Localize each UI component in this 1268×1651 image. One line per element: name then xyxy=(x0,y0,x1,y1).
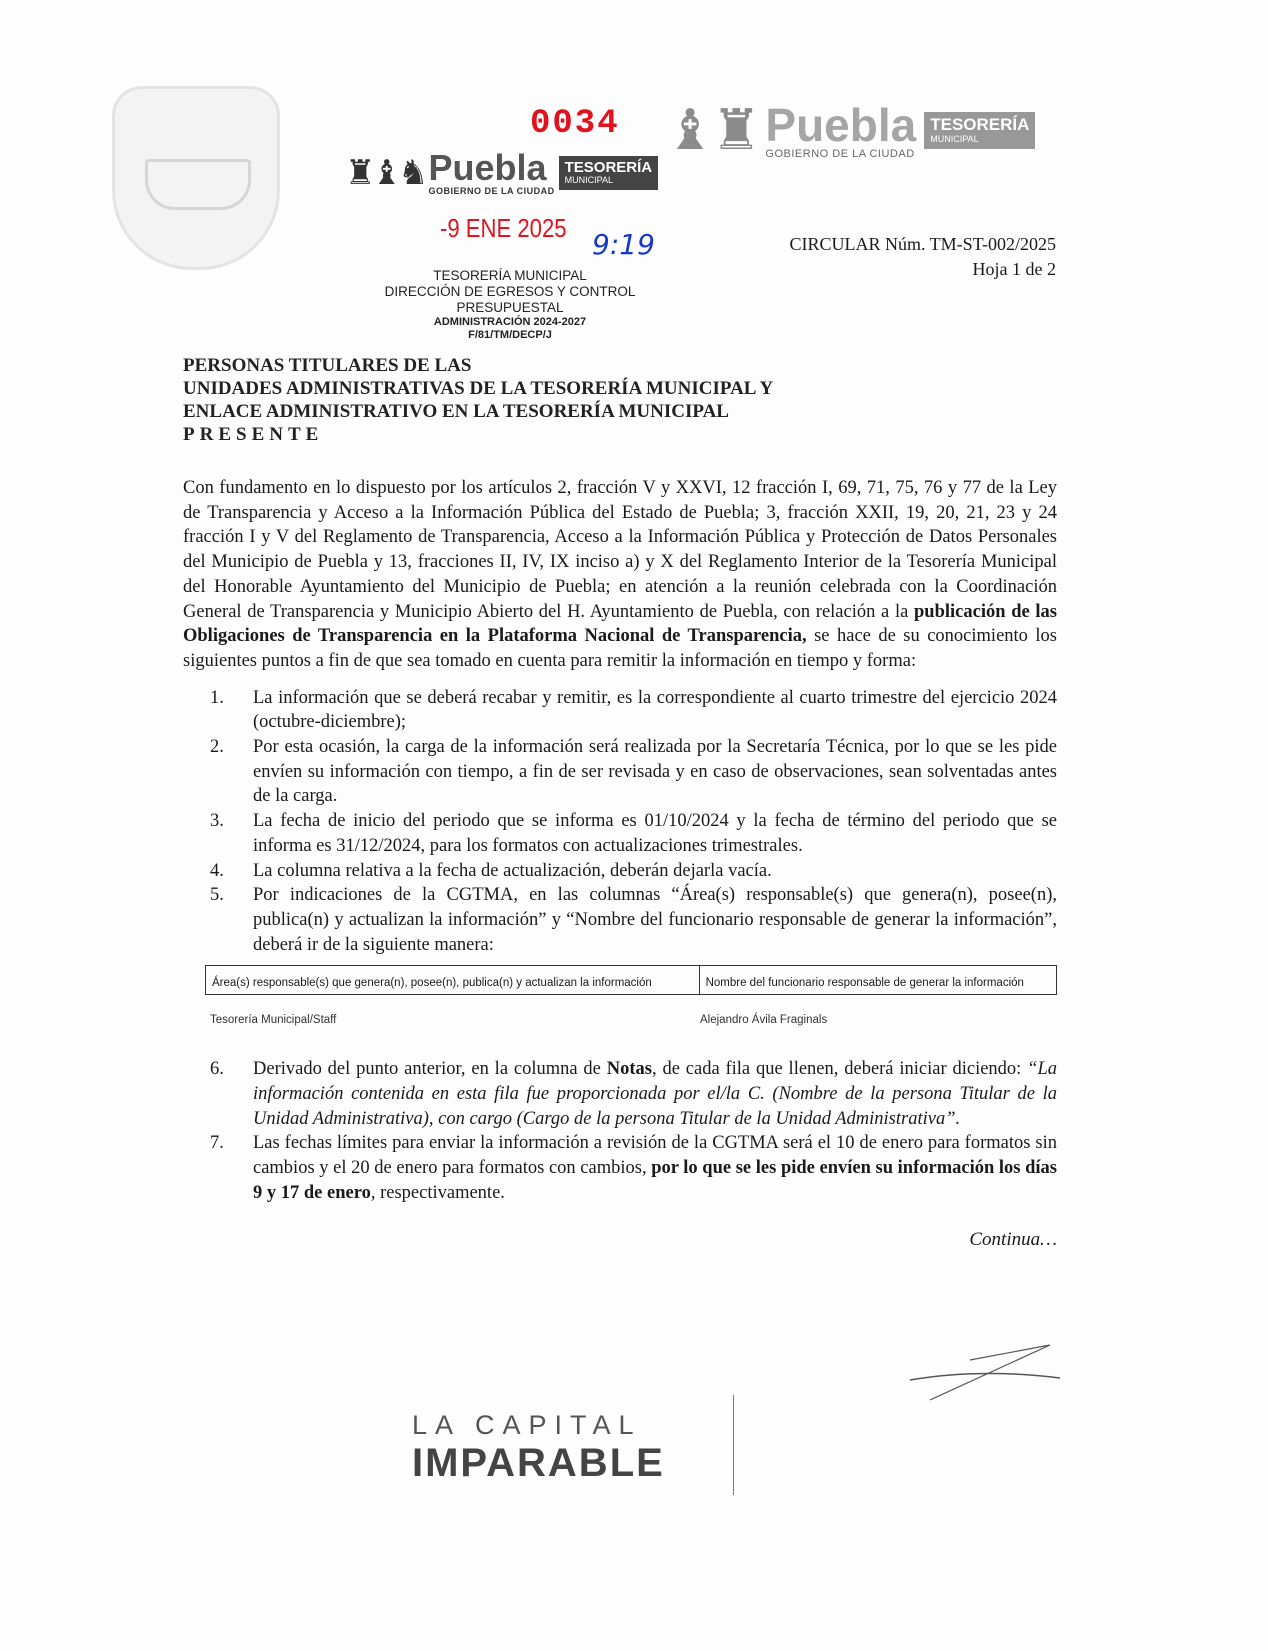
puebla-logo-small xyxy=(345,147,658,196)
puebla-emblem-icon: ♜♝♞ xyxy=(345,155,425,192)
logo-brand: Puebla xyxy=(428,147,547,188)
puebla-emblem-icon: ♝♜ xyxy=(665,100,758,162)
document-body xyxy=(183,476,1057,1252)
list-item xyxy=(210,809,1057,858)
department-line: DIRECCIÓN DE EGRESOS Y CONTROL xyxy=(384,284,636,299)
points-list xyxy=(183,686,1057,958)
item-text: Por esta ocasión, la carga de la información será realizada por la Secretaría Técnica, por lo que se les pide envíen su información con tiempo, a fin de ser revisada y en caso de observaciones, sean solventadas antes de la carga. xyxy=(253,737,1057,807)
department-line: TESORERÍA MUNICIPAL xyxy=(433,268,587,283)
signature xyxy=(900,1340,1070,1410)
list-item xyxy=(210,1057,1057,1131)
intro-end: se hace de su conocimiento los siguientes puntos a fin de que sea tomado en cuenta para remitir la información en tiempo y forma: xyxy=(183,626,1057,671)
item-number: 2. xyxy=(210,737,224,758)
logo-tag: TESORERÍA xyxy=(930,115,1030,135)
logo-brand: Puebla xyxy=(765,98,917,151)
folio-number: 0034 xyxy=(530,105,620,143)
logo-subtitle: GOBIERNO DE LA CIUDAD xyxy=(428,186,555,196)
logo-tag: TESORERÍA xyxy=(564,158,653,176)
item-text: La columna relativa a la fecha de actualización, deberán dejarla vacía. xyxy=(253,860,772,881)
list-item xyxy=(210,883,1057,957)
item-text xyxy=(253,1057,1057,1131)
administration: ADMINISTRACIÓN 2024-2027 xyxy=(433,316,587,328)
addressee-presente: PRESENTE xyxy=(183,424,324,445)
item-text: La información que se deberá recabar y remitir, es la correspondiente al cuarto trimestre del ejercicio 2024 (octubre-diciembre); xyxy=(253,687,1057,733)
addressee-line: PERSONAS TITULARES DE LAS xyxy=(183,355,472,376)
item-number: 1. xyxy=(210,687,224,708)
table-header: Nombre del funcionario responsable de generar la información xyxy=(699,966,1056,995)
text: Derivado del punto anterior, en la columna de xyxy=(253,1059,607,1080)
item-number: 7. xyxy=(210,1133,224,1154)
bold-text: por lo que se les pide envíen su información los días 9 y 17 de enero xyxy=(253,1158,1057,1203)
item-number: 3. xyxy=(210,811,224,832)
addressee-line: ENLACE ADMINISTRATIVO EN LA TESORERÍA MUNICIPAL xyxy=(183,401,729,422)
points-list-continued xyxy=(183,1057,1057,1205)
item-text: La fecha de inicio del periodo que se informa es 01/10/2024 y la fecha de término del periodo que se informa es 31/12/2024, para los formatos con actualizaciones trimestrales. xyxy=(253,811,1057,856)
addressee xyxy=(183,354,773,446)
page-number: Hoja 1 de 2 xyxy=(972,259,1056,279)
table-values xyxy=(210,1013,1057,1029)
list-item xyxy=(210,735,1057,809)
slogan-line1: LA CAPITAL xyxy=(412,1410,642,1440)
table-cell: Tesorería Municipal/Staff xyxy=(210,1014,337,1027)
bold-text: Notas xyxy=(606,1059,652,1080)
continued-note: Continua… xyxy=(969,1228,1057,1250)
intro-bold: publicación de las Obligaciones de Transparencia en la Plataforma Nacional de Transparencia, xyxy=(183,601,1057,647)
table-cell: Alejandro Ávila Fraginals xyxy=(700,1014,828,1027)
circular-info xyxy=(789,232,1056,282)
italic-text: “La información contenida en esta fila fue proporcionada por el/la C. (Nombre de la persona Titular de la Unidad Administrativa), con cargo (Cargo de la persona Titular de la Unidad Administrativa”. xyxy=(253,1059,1057,1129)
municipal-seal xyxy=(112,86,280,270)
text: , respectivamente. xyxy=(370,1182,505,1203)
footer-slogan xyxy=(412,1410,665,1485)
text: Las fechas límites para enviar la información a revisión de la CGTMA será el 10 de enero para formatos sin cambios y el 20 de enero para formatos con cambios, xyxy=(253,1133,1057,1179)
item-number: 5. xyxy=(210,885,224,906)
logo-tag-sub: MUNICIPAL xyxy=(930,133,979,144)
addressee-line: UNIDADES ADMINISTRATIVAS DE LA TESORERÍA MUNICIPAL Y xyxy=(183,378,774,399)
text: , de cada fila que llenen, deberá iniciar diciendo: xyxy=(651,1059,1028,1080)
list-item xyxy=(210,1131,1057,1205)
intro-paragraph xyxy=(183,476,1057,674)
seal-ship-icon xyxy=(145,159,251,210)
received-date-stamp: -9 ENE 2025 xyxy=(440,213,567,243)
item-number: 6. xyxy=(210,1059,224,1080)
department-line: PRESUPUESTAL xyxy=(456,300,564,315)
item-text xyxy=(253,1131,1057,1205)
department-block xyxy=(360,268,660,342)
responsible-table xyxy=(205,965,1057,995)
item-number: 4. xyxy=(210,860,224,881)
list-item xyxy=(210,859,1057,884)
footer-divider xyxy=(733,1395,734,1495)
logo-subtitle: GOBIERNO DE LA CIUDAD xyxy=(765,147,915,160)
reference-code: F/81/TM/DECP/J xyxy=(468,329,552,341)
circular-number: CIRCULAR Núm. TM-ST-002/2025 xyxy=(789,234,1056,254)
list-item xyxy=(210,686,1057,735)
puebla-logo-large xyxy=(665,98,1035,163)
handwritten-time: 9:19 xyxy=(592,228,655,261)
logo-tag-sub: MUNICIPAL xyxy=(564,175,613,186)
intro-text: Con fundamento en lo dispuesto por los artículos 2, fracción V y XXVI, 12 fracción I, 69, 71, 75, 76 y 77 de la Ley de Transparencia y Acceso a la Información Pública del Estado de Puebla; 3, fracción XXII, 19, 20, 21, 23 y 24 fracción I y V del Reglamento de Transparencia, Acceso a la Información Pública y Protección de Datos Personales del Municipio de Puebla y 13, fracciones II, IV, IX inciso a) y X del Reglamento Interior de la Tesorería Municipal del Honorable Ayuntamiento del Municipio de Puebla; en atención a la reunión celebrada con la Coordinación General de Transparencia y Municipio Abierto del H. Ayuntamiento de Puebla, con relación a la xyxy=(183,478,1057,622)
item-text: Por indicaciones de la CGTMA, en las columnas “Área(s) responsable(s) que genera(n), posee(n), publica(n) y actualizan la información” y “Nombre del funcionario responsable de generar la información”, deberá ir de la siguiente manera: xyxy=(253,885,1057,955)
table-header: Área(s) responsable(s) que genera(n), posee(n), publica(n) y actualizan la información xyxy=(206,966,700,995)
slogan-line2: IMPARABLE xyxy=(412,1441,665,1485)
